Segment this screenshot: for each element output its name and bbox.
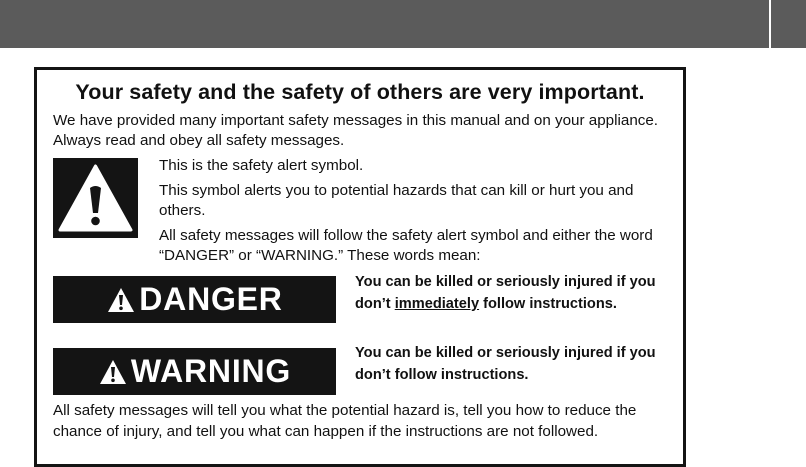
danger-message — [355, 271, 675, 315]
danger-message-post: follow instructions. — [479, 296, 617, 312]
warning-label: WARNING — [130, 353, 292, 389]
warning-triangle-icon — [53, 158, 138, 238]
safety-alert-symbol — [53, 158, 138, 238]
header-divider — [769, 0, 771, 48]
warning-message: You can be killed or seriously injured if you don’t follow instructions. — [355, 345, 656, 383]
danger-message-pre: You can be killed or seriously injured if you don’t — [355, 274, 656, 312]
safety-alert-line-3: All safety messages will follow the safety alert symbol and either the word “DANGER” or “WARNING.” These words mean: — [159, 227, 653, 264]
safety-alert-line-1: This is the safety alert symbol. — [159, 157, 364, 174]
safety-notice-box — [34, 67, 686, 467]
notice-intro: We have provided many important safety messages in this manual and on your appliance. Always read and obey all safety messages. — [53, 112, 659, 149]
header-bar — [0, 0, 806, 48]
closing-text: All safety messages will tell you what the potential hazard is, tell you how to reduce the chance of injury, and tell you what can happen if the instructions are not followed. — [53, 402, 637, 440]
danger-label: DANGER — [139, 281, 283, 317]
warning-alert-icon — [98, 358, 128, 386]
safety-alert-line-2: This symbol alerts you to potential hazards that can kill or hurt you and others. — [159, 182, 634, 219]
warning-signal-word — [53, 348, 336, 395]
danger-alert-icon — [106, 286, 136, 314]
danger-signal-word — [53, 276, 336, 323]
danger-message-emphasis: immediately — [394, 296, 480, 312]
notice-title: Your safety and the safety of others are very important. — [75, 80, 645, 104]
